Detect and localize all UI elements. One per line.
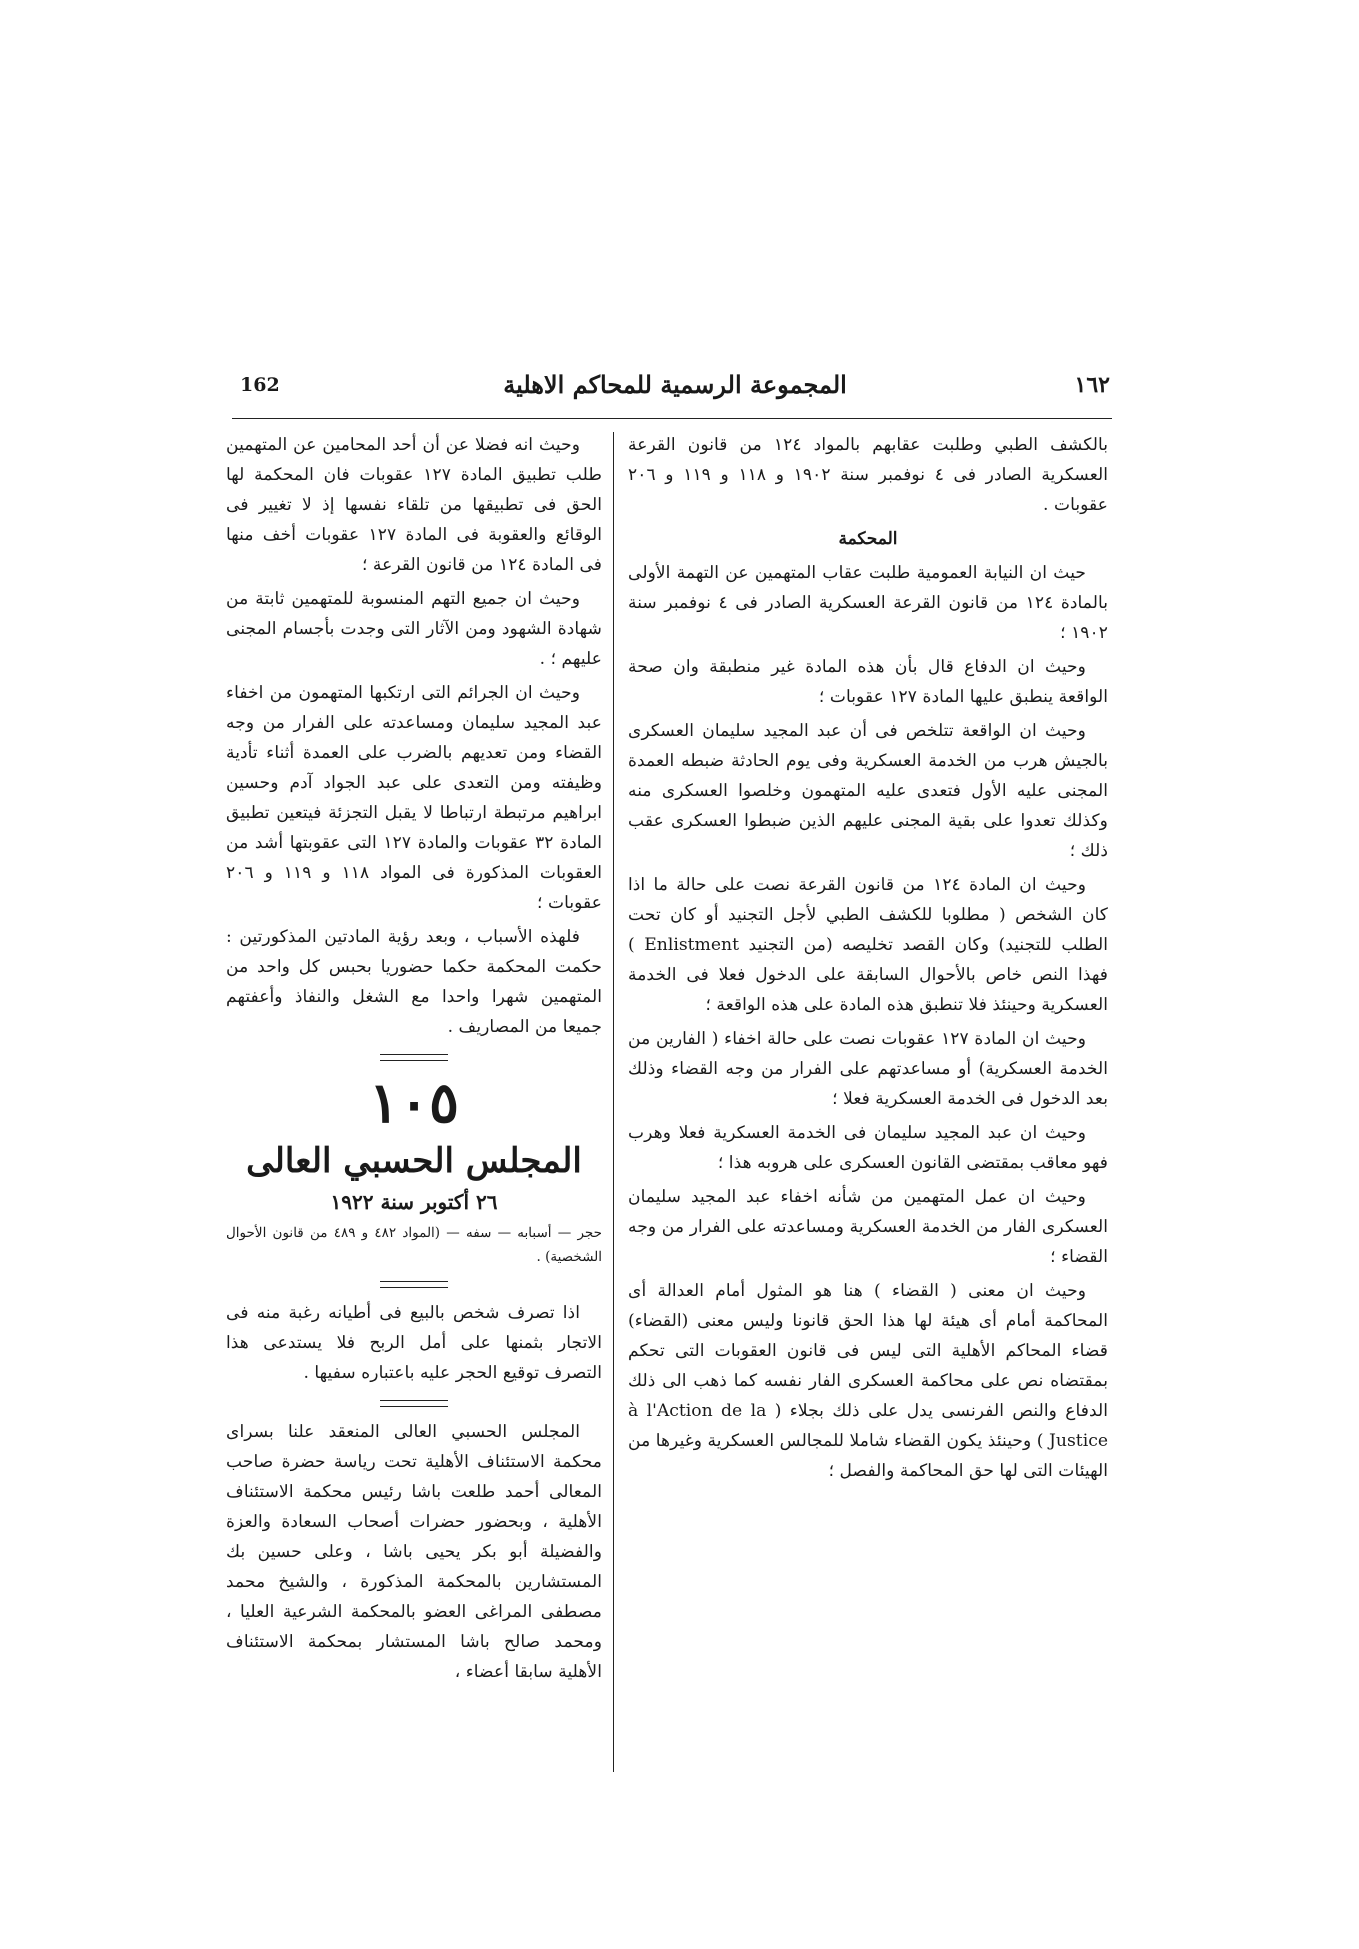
section-separator — [380, 1281, 448, 1288]
verdict-paragraph: فلهذه الأسباب ، وبعد رؤية المادتين المذكورتين : حكمت المحكمة حكما حضوريا بحبس كل واحد من المتهمين شهرا واحدا مع الشغل والنفاذ وأعفتهم جميعا من المصاريف . — [226, 927, 602, 1037]
body-paragraph: وحيث ان عبد المجيد سليمان فى الخدمة العسكرية فعلا وهرب فهو معاقب بمقتضى القانون العسكرى على هروبه هذا ؛ — [628, 1123, 1108, 1173]
case-number: ١٠٥ — [368, 1070, 460, 1136]
opening-paragraph: بالكشف الطبي وطلبت عقابهم بالمواد ١٢٤ من قانون القرعة العسكرية الصادر فى ٤ نوفمبر سنة ١٩٠٢ و ١١٨ و ١١٩ و ٢٠٦ عقوبات . — [628, 435, 1109, 515]
body-paragraph: وحيث ان المادة ١٢٤ من قانون القرعة نصت على حالة ما اذا كان الشخص ( مطلوبا للكشف الطبي لأجل التجنيد أو كان تحت الطلب للتجنيد) وكان القصد تخليصه (من التجنيد Enlistment ) فهذا النص خاص بالأحوال السابقة على الدخول فعلا فى الخدمة العسكرية وحينئذ فلا تنطبق هذه المادة على هذه الواقعة ؛ — [628, 875, 1108, 1015]
case-body: المجلس الحسبي العالى المنعقد علنا بسراى محكمة الاستئناف الأهلية تحت رياسة حضرة صاحب المعالى أحمد طلعت باشا رئيس محكمة الاستئناف الأهلية ، وبحضور حضرات أصحاب السعادة والعزة والفضيلة أبو بكر يحيى باشا ، وعلى حسين بك المستشارين بالمحكمة المذكورة ، والشيخ محمد مصطفى المراغى العضو بالمحكمة الشرعية العليا ، ومحمد صالح باشا المستشار بمحكمة الاستئناف الأهلية سابقا أعضاء ، — [226, 1422, 602, 1682]
body-paragraph: وحيث ان المادة ١٢٧ عقوبات نصت على حالة اخفاء ( الفارين من الخدمة العسكرية) أو مساعدتهم على الفرار من وجه القضاء وذلك بعد الدخول فى الخدمة العسكرية فعلا ؛ — [628, 1029, 1108, 1109]
case-date: ٢٦ أكتوبر سنة ١٩٢٢ — [330, 1190, 498, 1214]
body-paragraph: وحيث ان الواقعة تتلخص فى أن عبد المجيد سليمان العسكرى بالجيش هرب من الخدمة العسكرية وفى يوم الحادثة ضبطه العمدة المجنى عليه الأول فتعدى عليه المتهمون وخلصوا العسكرى منه وكذلك تعدوا على بقية المجنى عليهم الذين ضبطوا العسكرى عقب ذلك ؛ — [628, 721, 1108, 861]
body-paragraph: وحيث انه فضلا عن أن أحد المحامين عن المتهمين طلب تطبيق المادة ١٢٧ عقوبات فان المحكمة لها الحق فى تطبيقها من تلقاء نفسها إذ لا تغيير فى الوقائع والعقوبة فى المادة ١٢٧ عقوبات أخف منها فى المادة ١٢٤ من قانون القرعة ؛ — [226, 435, 603, 575]
page-number-latin: 162 — [240, 374, 280, 396]
section-heading-court: المحكمة — [838, 529, 898, 549]
section-separator — [380, 1400, 448, 1407]
body-paragraph: وحيث ان الدفاع قال بأن هذه المادة غير منطبقة وان صحة الواقعة ينطبق عليها المادة ١٢٧ عقوبات ؛ — [628, 657, 1108, 707]
header-rule — [232, 418, 1112, 419]
page-header — [240, 370, 1110, 410]
body-paragraph: وحيث ان الجرائم التى ارتكبها المتهمون من اخفاء عبد المجيد سليمان ومساعدته على الفرار من وجه القضاء ومن تعديهم بالضرب على العمدة أثناء تأدية وظيفته ومن التعدى على عبد الجواد آدم وحسين ابراهيم مرتبطة ارتباطا لا يقبل التجزئة فيتعين تطبيق المادة ٣٢ عقوبات والمادة ١٢٧ التى عقوبتها أشد من العقوبات المذكورة فى المواد ١١٨ و ١١٩ و ٢٠٦ عقوبات ؛ — [226, 683, 603, 913]
journal-title: المجموعة الرسمية للمحاكم الاهلية — [503, 370, 847, 399]
body-paragraph: حيث ان النيابة العمومية طلبت عقاب المتهمين عن التهمة الأولى بالمادة ١٢٤ من قانون القرعة العسكرية الصادر فى ٤ نوفمبر سنة ١٩٠٢ ؛ — [628, 563, 1108, 643]
case-keywords: حجر — أسبابه — سفه — (المواد ٤٨٢ و ٤٨٩ من قانون الأحوال الشخصية) . — [226, 1225, 602, 1265]
page-number-arabic: ١٦٢ — [1074, 372, 1110, 398]
court-name: المجلس الحسبي العالى — [246, 1141, 582, 1181]
right-column — [628, 430, 1108, 1490]
legal-principle: اذا تصرف شخص بالبيع فى أطيانه رغبة منه فى الاتجار بثمنها على أمل الربح فلا يستدعى هذا التصرف توقيع الحجر عليه باعتباره سفيها . — [226, 1303, 602, 1383]
left-column — [226, 430, 602, 1691]
column-divider — [613, 432, 614, 1772]
section-separator — [380, 1054, 448, 1061]
body-paragraph: وحيث ان جميع التهم المنسوبة للمتهمين ثابتة من شهادة الشهود ومن الآثار التى وجدت بأجسام المجنى عليهم ؛ . — [226, 589, 602, 669]
body-paragraph: وحيث ان معنى ( القضاء ) هنا هو المثول أمام العدالة أى المحاكمة أمام أى هيئة لها هذا الحق قانونا وليس معنى (القضاء) قضاء المحاكم الأهلية التى ليس فى قانون العقوبات التى تحكم بمقتضاه نص على محاكمة العسكرى الفار نفسه كما ذهب الى ذلك الدفاع والنص الفرنسى يدل على ذلك بجلاء ( à l'Action de la Justice ) وحينئذ يكون القضاء شاملا للمجالس العسكرية وغيرها من الهيئات التى لها حق المحاكمة والفصل ؛ — [628, 1281, 1108, 1481]
body-paragraph: وحيث ان عمل المتهمين من شأنه اخفاء عبد المجيد سليمان العسكرى الفار من الخدمة العسكرية ومساعدته على الفرار من وجه القضاء ؛ — [628, 1187, 1108, 1267]
